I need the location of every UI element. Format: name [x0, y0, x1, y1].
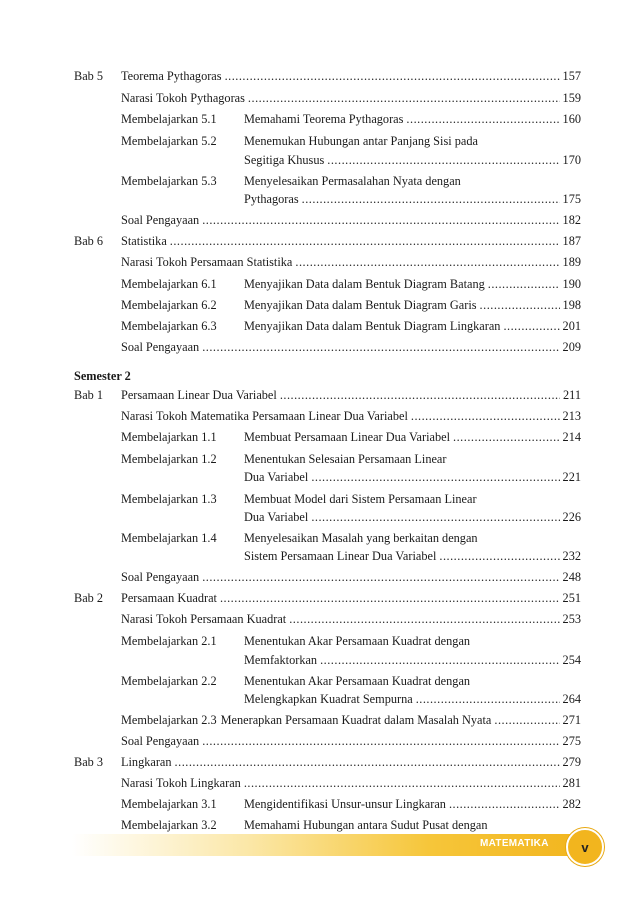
toc-row — [0, 449, 638, 469]
page-number: 281 — [562, 776, 581, 790]
entry-title: Memahami Hubungan antara Sudut Pusat dengan — [244, 818, 488, 832]
toc-row — [0, 231, 638, 251]
chapter-label: Bab 6 — [74, 234, 104, 248]
entry-title: Soal Pengayaan — [121, 570, 200, 584]
dot-leader — [453, 427, 560, 447]
entry-title: Narasi Tokoh Persamaan Statistika — [121, 255, 293, 269]
lesson-number: Membelajarkan 1.2 — [121, 452, 217, 466]
entry-title: Menemukan Hubungan antar Panjang Sisi pada — [244, 134, 478, 148]
page-number: 157 — [562, 69, 581, 83]
footer-book-title: MATEMATIKA — [480, 838, 549, 849]
page-number: 182 — [562, 213, 581, 227]
dot-leader — [280, 385, 560, 405]
page-number: 187 — [562, 234, 581, 248]
page-number: 282 — [562, 797, 581, 811]
toc-row — [0, 489, 638, 509]
toc-entry[interactable] — [121, 427, 581, 447]
dot-leader — [202, 567, 559, 587]
entry-title: Narasi Tokoh Matematika Persamaan Linear Dua Variabel — [121, 409, 408, 423]
toc-row — [0, 66, 638, 86]
entry-title: Dua Variabel — [244, 510, 309, 524]
toc-entry[interactable] — [121, 588, 581, 608]
toc-row — [0, 773, 638, 793]
page-number: 201 — [562, 319, 581, 333]
dot-leader — [175, 752, 560, 772]
page-number: 251 — [562, 591, 581, 605]
entry-title: Segitiga Khusus — [244, 153, 325, 167]
toc-row — [0, 252, 638, 272]
toc-row — [0, 588, 638, 608]
toc-row — [0, 109, 638, 129]
dot-leader — [244, 773, 560, 793]
toc-row — [0, 631, 638, 651]
toc-entry-continued[interactable] — [244, 507, 581, 527]
toc-entry[interactable] — [121, 88, 581, 108]
toc-entry[interactable] — [121, 231, 581, 251]
semester-heading: Semester 2 — [74, 369, 131, 383]
toc-row — [0, 815, 638, 835]
page-number: 264 — [562, 692, 581, 706]
toc-row — [0, 731, 638, 751]
entry-title: Menyajikan Data dalam Bentuk Diagram Lingkaran — [244, 319, 501, 333]
toc-entry-continued[interactable] — [244, 689, 581, 709]
dot-leader — [202, 210, 559, 230]
dot-leader — [439, 546, 559, 566]
lesson-number: Membelajarkan 5.3 — [121, 174, 217, 188]
toc-entry[interactable] — [121, 274, 581, 294]
toc-entry[interactable] — [121, 489, 581, 509]
toc-row — [0, 406, 638, 426]
entry-title: Soal Pengayaan — [121, 340, 200, 354]
toc-entry[interactable] — [121, 109, 581, 129]
toc-row — [0, 609, 638, 629]
lesson-number: Membelajarkan 6.3 — [121, 319, 217, 333]
toc-row — [0, 274, 638, 294]
toc-row — [0, 210, 638, 230]
toc-entry-continued[interactable] — [244, 189, 581, 209]
toc-row — [0, 567, 638, 587]
lesson-number: Membelajarkan 1.4 — [121, 531, 217, 545]
toc-row — [0, 189, 638, 209]
page-number: 190 — [562, 277, 581, 291]
page-number: 253 — [562, 612, 581, 626]
dot-leader — [449, 794, 560, 814]
page-number: 209 — [562, 340, 581, 354]
entry-title: Narasi Tokoh Pythagoras — [121, 91, 245, 105]
dot-leader — [416, 689, 560, 709]
lesson-number: Membelajarkan 1.3 — [121, 492, 217, 506]
entry-title: Menerapkan Persamaan Kuadrat dalam Masalah Nyata — [220, 713, 492, 727]
dot-leader — [202, 337, 559, 357]
page-number: 175 — [562, 192, 581, 206]
toc-entry[interactable] — [121, 794, 581, 814]
page-number: 254 — [562, 653, 581, 667]
dot-leader — [248, 88, 560, 108]
toc-entry[interactable] — [121, 316, 581, 336]
toc-row — [0, 150, 638, 170]
page-number: 226 — [562, 510, 581, 524]
entry-title: Menentukan Akar Persamaan Kuadrat dengan — [244, 634, 471, 648]
toc-entry-continued[interactable] — [244, 546, 581, 566]
toc-entry[interactable] — [121, 773, 581, 793]
toc-row — [0, 316, 638, 336]
toc-row — [0, 427, 638, 447]
lesson-number: Membelajarkan 3.1 — [121, 797, 217, 811]
dot-leader — [295, 252, 559, 272]
toc-row — [0, 689, 638, 709]
entry-title: Membuat Model dari Sistem Persamaan Linear — [244, 492, 477, 506]
entry-title: Menyajikan Data dalam Bentuk Diagram Batang — [244, 277, 485, 291]
page-number: 279 — [562, 755, 581, 769]
page-number: 248 — [562, 570, 581, 584]
entry-title: Persamaan Kuadrat — [121, 591, 217, 605]
toc-row — [0, 794, 638, 814]
toc-entry[interactable] — [121, 752, 581, 772]
footer-page-number: v — [581, 839, 589, 855]
toc-row — [0, 467, 638, 487]
page-number: 211 — [563, 388, 581, 402]
lesson-number: Membelajarkan 2.3 — [121, 713, 217, 727]
toc-entry[interactable] — [121, 528, 581, 548]
toc-entry-continued[interactable] — [244, 650, 581, 670]
entry-title: Soal Pengayaan — [121, 734, 200, 748]
lesson-number: Membelajarkan 5.2 — [121, 134, 217, 148]
entry-title: Memahami Teorema Pythagoras — [244, 112, 404, 126]
dot-leader — [488, 274, 560, 294]
entry-title: Menyelesaikan Masalah yang berkaitan dengan — [244, 531, 478, 545]
toc-entry-continued[interactable] — [244, 467, 581, 487]
toc-row — [0, 507, 638, 527]
dot-leader — [327, 150, 559, 170]
dot-leader — [170, 231, 560, 251]
entry-title: Menentukan Selesaian Persamaan Linear — [244, 452, 447, 466]
dot-leader — [202, 731, 559, 751]
entry-title: Persamaan Linear Dua Variabel — [121, 388, 277, 402]
dot-leader — [289, 609, 559, 629]
toc-entry[interactable] — [121, 631, 581, 651]
page-number: 198 — [562, 298, 581, 312]
entry-title: Membuat Persamaan Linear Dua Variabel — [244, 430, 451, 444]
toc-entry[interactable] — [121, 66, 581, 86]
entry-title: Lingkaran — [121, 755, 172, 769]
toc-row — [0, 131, 638, 151]
entry-title: Menentukan Akar Persamaan Kuadrat dengan — [244, 674, 471, 688]
toc-entry[interactable] — [121, 385, 581, 405]
lesson-number: Membelajarkan 2.2 — [121, 674, 217, 688]
entry-title: Dua Variabel — [244, 470, 309, 484]
chapter-label: Bab 1 — [74, 388, 104, 402]
page-number: 213 — [562, 409, 581, 423]
entry-title: Sistem Persamaan Linear Dua Variabel — [244, 549, 437, 563]
entry-title: Statistika — [121, 234, 167, 248]
toc-row — [0, 752, 638, 772]
dot-leader — [220, 588, 560, 608]
chapter-label: Bab 2 — [74, 591, 104, 605]
toc-entry[interactable] — [121, 406, 581, 426]
toc-entry[interactable] — [121, 449, 581, 469]
toc-entry[interactable] — [121, 710, 581, 730]
page-number: 170 — [562, 153, 581, 167]
page-number: 221 — [562, 470, 581, 484]
lesson-number: Membelajarkan 1.1 — [121, 430, 217, 444]
dot-leader — [503, 316, 559, 336]
toc-row — [0, 366, 638, 386]
entry-title: Menyajikan Data dalam Bentuk Diagram Garis — [244, 298, 477, 312]
toc-row — [0, 528, 638, 548]
page-number: 214 — [562, 430, 581, 444]
page-number: 189 — [562, 255, 581, 269]
entry-title: Pythagoras — [244, 192, 299, 206]
page-number: 271 — [562, 713, 581, 727]
page-number: 160 — [562, 112, 581, 126]
entry-title: Mengidentifikasi Unsur-unsur Lingkaran — [244, 797, 446, 811]
page-number: 159 — [562, 91, 581, 105]
toc-entry[interactable] — [121, 171, 581, 191]
toc-row — [0, 337, 638, 357]
toc-row — [0, 88, 638, 108]
toc-entry[interactable] — [121, 671, 581, 691]
dot-leader — [406, 109, 559, 129]
dot-leader — [302, 189, 560, 209]
toc-entry[interactable] — [121, 295, 581, 315]
entry-title: Soal Pengayaan — [121, 213, 200, 227]
toc-entry[interactable] — [121, 815, 581, 835]
toc-row — [0, 171, 638, 191]
toc-entry[interactable] — [121, 731, 581, 751]
page-number-badge — [566, 828, 604, 866]
lesson-number: Membelajarkan 2.1 — [121, 634, 217, 648]
toc-row — [0, 671, 638, 691]
page-number: 232 — [562, 549, 581, 563]
dot-leader — [311, 467, 559, 487]
entry-title: Narasi Tokoh Lingkaran — [121, 776, 241, 790]
toc-row — [0, 385, 638, 405]
chapter-label: Bab 3 — [74, 755, 104, 769]
lesson-number: Membelajarkan 6.2 — [121, 298, 217, 312]
entry-title: Melengkapkan Kuadrat Sempurna — [244, 692, 413, 706]
toc-entry[interactable] — [121, 337, 581, 357]
toc-row — [0, 650, 638, 670]
lesson-number: Membelajarkan 6.1 — [121, 277, 217, 291]
dot-leader — [480, 295, 560, 315]
toc-row — [0, 295, 638, 315]
lesson-number: Membelajarkan 5.1 — [121, 112, 217, 126]
page-number: 275 — [562, 734, 581, 748]
dot-leader — [320, 650, 559, 670]
toc-entry-continued[interactable] — [244, 150, 581, 170]
entry-title: Narasi Tokoh Persamaan Kuadrat — [121, 612, 287, 626]
chapter-label: Bab 5 — [74, 69, 104, 83]
dot-leader — [225, 66, 560, 86]
dot-leader — [411, 406, 560, 426]
toc-entry[interactable] — [121, 131, 581, 151]
entry-title: Menyelesaikan Permasalahan Nyata dengan — [244, 174, 461, 188]
toc-entry[interactable] — [121, 609, 581, 629]
toc-entry[interactable] — [121, 567, 581, 587]
dot-leader — [494, 710, 559, 730]
lesson-number: Membelajarkan 3.2 — [121, 818, 217, 832]
entry-title: Teorema Pythagoras — [121, 69, 222, 83]
dot-leader — [311, 507, 559, 527]
entry-title: Memfaktorkan — [244, 653, 318, 667]
toc-row — [0, 710, 638, 730]
toc-entry[interactable] — [121, 210, 581, 230]
toc-entry[interactable] — [121, 252, 581, 272]
toc-row — [0, 546, 638, 566]
